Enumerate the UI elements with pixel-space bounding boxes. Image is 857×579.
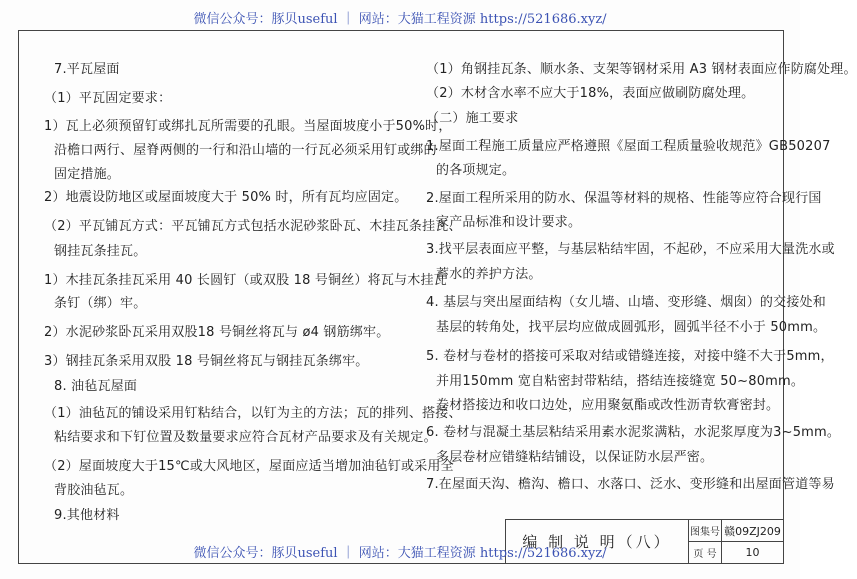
- text-line: 固定措施。: [54, 167, 121, 182]
- text-line: 5. 卷材与卷材的搭接可采取对结或错缝连接，对接中缝不大于5mm，: [426, 349, 834, 364]
- page-number: 10: [745, 546, 760, 559]
- text-line: 3）钢挂瓦条采用双股 18 号铜丝将瓦与钢挂瓦条绑牢。: [44, 354, 369, 369]
- text-line: 2）地震设防地区或屋面坡度大于 50% 时，所有瓦均应固定。: [44, 190, 408, 205]
- text-line: 基层的转角处，找平层均应做成圆弧形，圆弧半径不小于 50mm。: [436, 320, 827, 335]
- watermark-top: 微信公众号：豚贝useful ｜ 网站：大猫工程资源 https://521686.xyz/: [193, 12, 607, 27]
- text-line: 9.其他材料: [54, 508, 120, 523]
- text-line: 沿檐口两行、屋脊两侧的一行和沿山墙的一行瓦必须采用钉或绑的: [54, 143, 437, 158]
- text-line: 1.屋面工程施工质量应严格遵照《屋面工程质量验收规范》GB50207: [426, 139, 831, 154]
- text-line: 3.找平层表面应平整，与基层粘结牢固，不起砂，不应采用大量洗水或: [426, 242, 835, 257]
- text-line: （二）施工要求: [426, 111, 519, 126]
- sheet-title: 编 制 说 明（八）: [506, 520, 689, 563]
- text-line: 1）瓦上必须预留钉或绑扎瓦所需要的孔眼。当屋面坡度小于50%时，: [44, 119, 452, 134]
- text-line: 7.在屋面天沟、檐沟、檐口、水落口、泛水、变形缝和出屋面管道等易: [426, 477, 835, 492]
- page-label: 页 号: [689, 542, 722, 563]
- text-line: 2.屋面工程所采用的防水、保温等材料的规格、性能等应符合现行国: [426, 191, 822, 206]
- atlas-label: 图集号: [689, 520, 722, 541]
- text-line: 粘结要求和下钉位置及数量要求应符合瓦材产品要求及有关规定。: [54, 430, 437, 445]
- text-line: （2）木材含水率不应大于18%，表面应做刷防腐处理。: [426, 86, 755, 101]
- text-line: 条钉（绑）牢。: [54, 296, 147, 311]
- text-line: （2）屋面坡度大于15℃或大风地区，屋面应适当增加油毡钉或采用全: [44, 459, 454, 474]
- text-line: 并用150mm 宽自粘密封带粘结，搭结连接缝宽 50~80mm。: [436, 374, 805, 389]
- watermark-bottom: 微信公众号：豚贝useful ｜ 网站：大猫工程资源 https://521686.xyz/: [193, 546, 607, 561]
- text-line: 钢挂瓦条挂瓦。: [54, 244, 147, 259]
- text-line: 1）木挂瓦条挂瓦采用 40 长圆钉（或双股 18 号铜丝）将瓦与木挂瓦: [44, 273, 447, 288]
- text-line: 4. 基层与突出屋面结构（女儿墙、山墙、变形缝、烟囱）的交接处和: [426, 295, 826, 310]
- atlas-row: [689, 520, 783, 542]
- text-line: （1）油毡瓦的铺设采用钉粘结合，以钉为主的方法；瓦的排列、搭接、: [44, 406, 462, 421]
- text-line: （1）角钢挂瓦条、顺水条、支架等钢材采用 A3 钢材表面应作防腐处理。: [426, 62, 857, 77]
- text-line: 家产品标准和设计要求。: [436, 215, 582, 230]
- text-line: 8. 油毡瓦屋面: [54, 379, 138, 394]
- text-line: （1）平瓦固定要求：: [44, 91, 172, 106]
- text-line: 蓄水的养护方法。: [436, 267, 542, 282]
- text-line: 的各项规定。: [436, 163, 516, 178]
- text-line: 6. 卷材与混凝土基层粘结采用素水泥浆满粘，水泥浆厚度为3~5mm。: [426, 425, 841, 440]
- text-line: 卷材搭接边和收口边处，应用聚氨酯或改性沥青软膏密封。: [436, 398, 780, 413]
- text-line: 背胶油毡瓦。: [54, 483, 134, 498]
- text-line: 多层卷材应错缝粘结铺设，以保证防水层严密。: [436, 450, 714, 465]
- text-line: 7.平瓦屋面: [54, 62, 120, 77]
- text-line: 2）水泥砂浆卧瓦采用双股18 号铜丝将瓦与 ø4 钢筋绑牢。: [44, 325, 390, 340]
- atlas-number: 赣09ZJ209: [724, 524, 781, 538]
- text-line: （2）平瓦铺瓦方式：平瓦铺瓦方式包括水泥砂浆卧瓦、木挂瓦条挂瓦、: [44, 219, 462, 234]
